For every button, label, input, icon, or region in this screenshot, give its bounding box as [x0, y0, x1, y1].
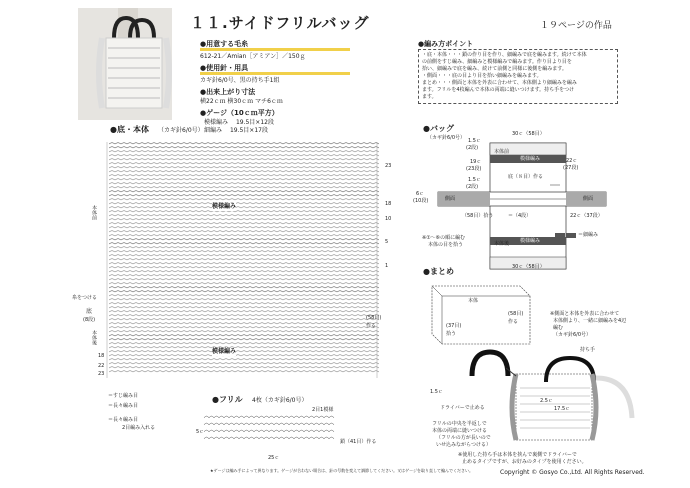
- stitch-row: [109, 211, 379, 212]
- matome-note: 止めるタイプですが、お好みのタイプを使用ください。: [462, 459, 587, 465]
- bag-note-2: 本体の目を拾う: [428, 242, 464, 248]
- stitch-row: [109, 159, 379, 160]
- body-chart-pattern-label: 模様編み: [212, 348, 237, 355]
- bag-width-top: 30ｃ（58目）: [512, 131, 545, 137]
- stitch-row: [109, 179, 379, 180]
- frill-row: [204, 416, 334, 418]
- stitch-row: [109, 323, 379, 324]
- gauge-header: ●ゲージ（10ｃｍ平方）: [200, 109, 279, 117]
- size-line: 横22ｃｍ 横30ｃｍ マチ6ｃｍ: [200, 98, 283, 105]
- stitch-row: [109, 311, 379, 312]
- stitch-row: [109, 191, 379, 192]
- stitch-row: [109, 231, 379, 232]
- bag-left-c: 6ｃ: [416, 191, 425, 197]
- row-number: 10: [385, 216, 392, 222]
- gauge-row: [200, 127, 350, 135]
- bag-note-1: ※①～⑥の順に編む: [422, 235, 466, 241]
- frill-side: 5ｃ: [196, 429, 205, 435]
- page-title: １１.サイドフリルバッグ: [190, 14, 370, 32]
- stitch-row: [109, 351, 379, 352]
- legend-item: ＝長々編み目: [108, 403, 139, 409]
- row-number: 18: [385, 201, 392, 207]
- bag-pattern: 模様編み: [520, 238, 541, 244]
- body-chart-needle: （カギ針6/0号）: [158, 127, 204, 134]
- stitch-row: [109, 175, 379, 176]
- gauge-row-value: 19.5目×12段: [235, 119, 274, 126]
- bag-height-top-rows: (23段): [466, 166, 482, 172]
- stitch-row: [109, 151, 379, 152]
- frill-row: [204, 437, 334, 439]
- points-line: ます。フリルを4枚編んで本体の両端に縫いつけます。持ち手をつけ: [422, 87, 575, 93]
- matome-frill: （フリルの方が長いので: [436, 435, 491, 441]
- stitch-row: [109, 239, 379, 240]
- points-line: まとめ・・・側面と本体を外表に合わせて、本体側より細編みを編み: [422, 80, 577, 86]
- matome-pick2: (58目)作る: [508, 311, 524, 325]
- stitch-row: [109, 223, 379, 224]
- stitch-row: [109, 219, 379, 220]
- body-chart-header: ●底・本体: [110, 125, 149, 134]
- stitch-row: [109, 235, 379, 236]
- stitch-row: [109, 183, 379, 184]
- stitch-row: [109, 215, 379, 216]
- bag-width-bottom: 30ｃ（58目）: [512, 264, 545, 270]
- footer-note: ★ゲージは編み手によって異なります。ゲージが合わない場合は、針の号数を変えて調節してください。又はゲージを取り直して編んでください。: [210, 468, 474, 473]
- stitch-row: [109, 291, 379, 292]
- stitch-row: [109, 303, 379, 304]
- row-number: 18: [98, 353, 105, 359]
- body-chart-pattern-label: 模様編み: [212, 203, 237, 210]
- row-number: 23: [98, 371, 105, 377]
- matome-d3: 17.5ｃ: [554, 406, 571, 412]
- stitch-row: [109, 343, 379, 344]
- label-bottom: 底: [86, 308, 93, 315]
- stitch-row: [109, 287, 379, 288]
- stitch-row: [109, 371, 379, 372]
- label-yarn: 糸をつける: [72, 295, 98, 301]
- stitch-row: [109, 199, 379, 200]
- points-box: [418, 49, 618, 104]
- bag-mid-rows: (2段): [466, 184, 479, 190]
- bag-pick: （58目）拾う: [462, 213, 494, 219]
- stitch-row: [109, 347, 379, 348]
- row-number: 5: [385, 239, 389, 245]
- bag-label-front: 本体前: [494, 149, 510, 155]
- stitch-row: [109, 243, 379, 244]
- matome-frill: フリルの中央を半返しで: [432, 421, 487, 427]
- copyright: Copyright © Gosyo Co.,Ltd. All Rights Reserved.: [500, 469, 645, 476]
- matome-note: ※側面と本体を外表に合わせて: [550, 311, 620, 317]
- stitch-row: [109, 319, 379, 320]
- stitch-row: [109, 339, 379, 340]
- bag-left-c-rows: (10段): [413, 198, 429, 204]
- stitch-row: [109, 267, 379, 268]
- gauge-row: [200, 119, 350, 127]
- matome-frill: いせ込みながらつける）: [436, 442, 491, 448]
- stitch-row: [109, 187, 379, 188]
- stitch-row: [109, 155, 379, 156]
- page-reference: １９ページの作品: [540, 21, 612, 31]
- stitch-row: [109, 315, 379, 316]
- label-front: 本体前: [91, 205, 97, 220]
- stitch-row: [109, 207, 379, 208]
- stitch-row: [109, 195, 379, 196]
- label-bottom-rows: (8段): [83, 317, 96, 323]
- bag-height-top: 19ｃ: [470, 159, 482, 165]
- points-line: の前側をすじ編み、細編みと模様編みで編みます。作り目より目を: [422, 59, 572, 65]
- label-make: (58目)作る: [366, 315, 382, 329]
- tools-header: ●使用針・用具: [200, 64, 350, 75]
- stitch-row: [109, 259, 379, 260]
- stitch-legend: [108, 392, 155, 432]
- bag-photo-illustration: [78, 8, 172, 120]
- matome-d2: 2.5ｃ: [540, 398, 553, 404]
- size-header: ●出来上がり寸法: [200, 88, 256, 96]
- stitch-row: [109, 147, 379, 148]
- stitch-row: [109, 367, 379, 368]
- bag-header: ●バッグ: [423, 124, 454, 133]
- stitch-row: [109, 327, 379, 328]
- gauge-row-label: 細編み: [204, 127, 223, 134]
- stitch-row: [109, 279, 379, 280]
- bag-label-back: 本体後: [494, 241, 510, 247]
- points-line: 拾い、細編みで底を編み、続けて前側と同様に後側を編みます。: [422, 66, 567, 72]
- legend-item: 2目編み入れる: [122, 425, 156, 431]
- frill-header: ●フリル: [212, 395, 243, 404]
- frill-chart: [200, 410, 340, 450]
- stitch-row: [109, 299, 379, 300]
- stitch-row: [109, 283, 379, 284]
- stitch-row: [109, 355, 379, 356]
- gauge-row-value: 19.5目×17段: [229, 127, 268, 134]
- points-header: ●編み方ポイント: [418, 40, 474, 48]
- points-line: ・底・本体・・・鎖の作り目を作り、細編みで底を編みます。続けて本体: [422, 52, 587, 58]
- matome-pick: (37目)拾う: [446, 323, 462, 337]
- row-number: 23: [385, 163, 392, 169]
- bag-needle: （カギ針6/0号）: [427, 135, 466, 141]
- body-stitch-chart: [95, 140, 395, 390]
- frill-top-label: 2目1模様: [312, 407, 334, 413]
- legend-item: ＝すじ編み目: [108, 393, 139, 399]
- stitch-row: [109, 251, 379, 252]
- frill-sub: 4枚（カギ針6/0号）: [252, 397, 308, 404]
- bag-mid: 1.5ｃ: [468, 177, 481, 183]
- matome-frill: 本体の両端に縫いつける: [432, 428, 488, 434]
- stitch-row: [109, 255, 379, 256]
- stitch-row: [109, 203, 379, 204]
- stitch-row: [109, 363, 379, 364]
- points-line: ・側面・・・底の目より目を拾い細編みを編みます。: [422, 73, 542, 79]
- legend-swatch: [566, 233, 576, 238]
- matome-d1: 1.5ｃ: [430, 389, 443, 395]
- matome-note: （カギ針6/0号）: [553, 332, 592, 338]
- stitch-row: [109, 163, 379, 164]
- matome-body: 本体: [468, 298, 479, 304]
- stitch-row: [109, 227, 379, 228]
- stitch-row: [109, 359, 379, 360]
- label-back: 本体後: [91, 330, 97, 345]
- bag-side-left: 1.5ｃ: [468, 138, 481, 144]
- stitch-row: [109, 263, 379, 264]
- stitch-row: [109, 247, 379, 248]
- stitch-row: [109, 295, 379, 296]
- bag-pattern: 模様編み: [520, 156, 541, 162]
- tools-line: カギ針6/0号、黒の持ち手1組: [200, 77, 280, 84]
- bag-height-right-rows: (27段): [563, 165, 579, 171]
- stitch-row: [109, 331, 379, 332]
- matome-note: 本体側より、一緒に細編みを4辺: [553, 318, 627, 324]
- stitch-row: [109, 167, 379, 168]
- matome-handle: 持ち手: [580, 347, 596, 353]
- points-line: ます。: [422, 94, 437, 100]
- stitch-row: [109, 307, 379, 308]
- row-number: 1: [385, 263, 389, 269]
- bag-legend: ＝細編み: [578, 232, 599, 238]
- bag-height-right: 22ｃ: [566, 158, 578, 164]
- stitch-row: [109, 335, 379, 336]
- row-number: 22: [98, 363, 105, 369]
- bag-side-left-rows: (2段): [466, 145, 479, 151]
- matome-note: ※使用した持ち手は本体を挟んで裏側でドライバーで: [458, 452, 577, 458]
- yarn-line: 612-21／Amian［アミアン］／150ｇ: [200, 53, 306, 60]
- matome-driver: ドライバーで止める: [440, 405, 485, 411]
- bag-side: 側面: [445, 196, 456, 202]
- yarn-header: ●用意する毛糸: [200, 40, 350, 51]
- points-section: [418, 40, 618, 104]
- bag-bottom: 底（８目）作る: [508, 174, 544, 180]
- frill-row: [204, 423, 334, 425]
- bag-side-right: 側面: [583, 196, 594, 202]
- frill-bottom: 25ｃ: [268, 455, 280, 461]
- stitch-row: [109, 171, 379, 172]
- materials-section: [200, 40, 350, 135]
- bag-right-c: 22ｃ（37段）: [570, 213, 603, 219]
- stitch-row: [109, 143, 379, 144]
- legend-item: ＝長々編み目: [108, 417, 139, 423]
- bag-bottom-rows: ＝（4段）: [508, 213, 532, 219]
- frill-row: [204, 430, 334, 432]
- matome-header: ●まとめ: [423, 267, 454, 276]
- matome-note: 編む: [553, 325, 564, 331]
- stitch-row: [109, 271, 379, 272]
- stitch-row: [109, 275, 379, 276]
- frill-make: 鎖（41目）作る: [340, 439, 377, 445]
- gauge-row-label: 模様編み: [204, 119, 229, 126]
- product-photo: [78, 8, 172, 120]
